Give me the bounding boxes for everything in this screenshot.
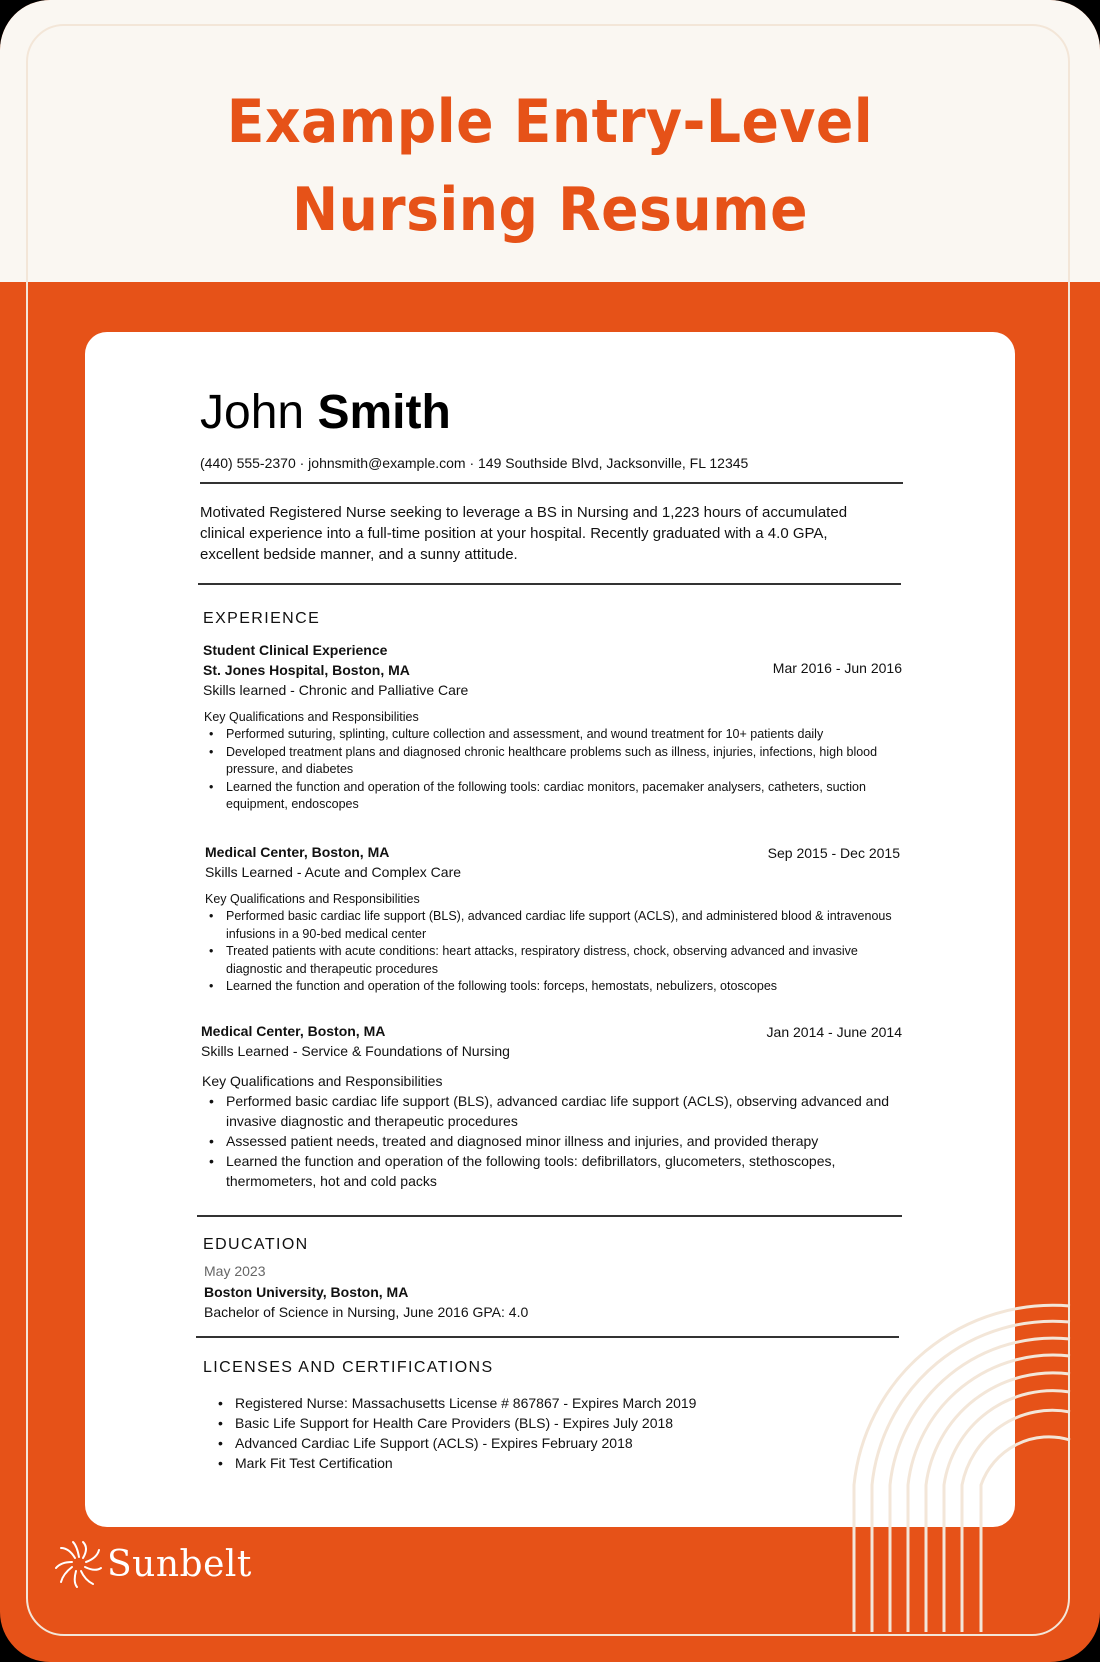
page-title: [0, 78, 1100, 254]
job-employer: St. Jones Hospital, Boston, MA: [203, 662, 410, 678]
title-line-2: Nursing Resume: [291, 175, 809, 245]
bullet-item: • Learned the function and operation of the following tools: defibrillators, glucometers, stethoscopes, thermometers, hot and cold packs: [226, 1151, 906, 1191]
bullet-item: • Performed suturing, splinting, culture collection and assessment, and wound treatment for 10+ patients daily: [226, 726, 901, 744]
job-skills: Skills learned - Chronic and Palliative Care: [203, 682, 469, 698]
divider: [198, 583, 901, 585]
license-item: • Advanced Cardiac Life Support (ACLS) - Expires February 2018: [235, 1433, 835, 1453]
header-band: [0, 0, 1100, 282]
license-item: • Basic Life Support for Health Care Providers (BLS) - Expires July 2018: [235, 1413, 835, 1433]
job-bullets: [201, 726, 901, 814]
last-name: Smith: [317, 386, 451, 439]
section-title-licenses: LICENSES AND CERTIFICATIONS: [203, 1359, 494, 1376]
sun-swirl-icon: [55, 1540, 103, 1588]
education-degree: Bachelor of Science in Nursing, June 2016 GPA: 4.0: [204, 1304, 529, 1320]
candidate-name: [200, 385, 451, 441]
kq-label: Key Qualifications and Responsibilities: [204, 710, 419, 724]
title-line-1: Example Entry-Level: [226, 87, 874, 157]
job-dates: Jan 2014 - June 2014: [766, 1024, 902, 1040]
bullet-item: • Performed basic cardiac life support (BLS), advanced cardiac life support (ACLS), and administered blood & intravenous infusions in a 90-bed medical center: [226, 908, 901, 943]
license-item: • Mark Fit Test Certification: [235, 1453, 835, 1473]
divider: [200, 482, 903, 484]
bullet-item: • Performed basic cardiac life support (BLS), advanced cardiac life support (ACLS), observing advanced and invasive diagnostic and therapeutic procedures: [226, 1091, 906, 1131]
bullet-item: • Developed treatment plans and diagnosed chronic healthcare problems such as illness, injuries, infections, high blood pressure, and diabetes: [226, 744, 901, 779]
bullet-item: • Learned the function and operation of the following tools: cardiac monitors, pacemaker analysers, catheters, suction equipment, endoscopes: [226, 779, 901, 814]
first-name: John: [200, 386, 305, 439]
divider: [196, 1336, 899, 1338]
divider: [197, 1215, 902, 1217]
license-item: • Registered Nurse: Massachusetts License # 867867 - Expires March 2019: [235, 1393, 835, 1413]
education-school: Boston University, Boston, MA: [204, 1284, 409, 1300]
job-bullets: [201, 1091, 906, 1191]
bullet-item: • Assessed patient needs, treated and diagnosed minor illness and injuries, and provided therapy: [226, 1131, 906, 1151]
kq-label: Key Qualifications and Responsibilities: [202, 1073, 443, 1089]
job-employer: Medical Center, Boston, MA: [201, 1023, 386, 1039]
job-skills: Skills Learned - Service & Foundations of Nursing: [201, 1043, 510, 1059]
bullet-item: • Treated patients with acute conditions: heart attacks, respiratory distress, chock, observing advanced and invasive diagnostic and therapeutic procedures: [226, 943, 901, 978]
contact-line: (440) 555-2370 · johnsmith@example.com · 149 Southside Blvd, Jacksonville, FL 12345: [200, 455, 749, 471]
job-bullets: [201, 908, 901, 996]
job-skills: Skills Learned - Acute and Complex Care: [205, 864, 462, 880]
licenses-list: [210, 1393, 835, 1473]
education-date: May 2023: [204, 1263, 266, 1279]
job-title: Student Clinical Experience: [203, 642, 388, 658]
job-dates: Sep 2015 - Dec 2015: [767, 845, 900, 861]
section-title-experience: EXPERIENCE: [203, 610, 321, 627]
kq-label: Key Qualifications and Responsibilities: [205, 892, 420, 906]
summary: Motivated Registered Nurse seeking to leverage a BS in Nursing and 1,223 hours of accumulated clinical experience into a full-time position at your hospital. Recently graduated with a 4.0 GPA, excellent bedside manner, and a sunny attitude.: [200, 504, 848, 563]
sunbelt-logo: [55, 1540, 252, 1588]
logo-text: Sunbelt: [107, 1543, 252, 1585]
job-dates: Mar 2016 - Jun 2016: [772, 660, 902, 676]
section-title-education: EDUCATION: [203, 1236, 309, 1253]
job-employer: Medical Center, Boston, MA: [205, 844, 390, 860]
bullet-item: • Learned the function and operation of the following tools: forceps, hemostats, nebulizers, otoscopes: [226, 978, 901, 996]
